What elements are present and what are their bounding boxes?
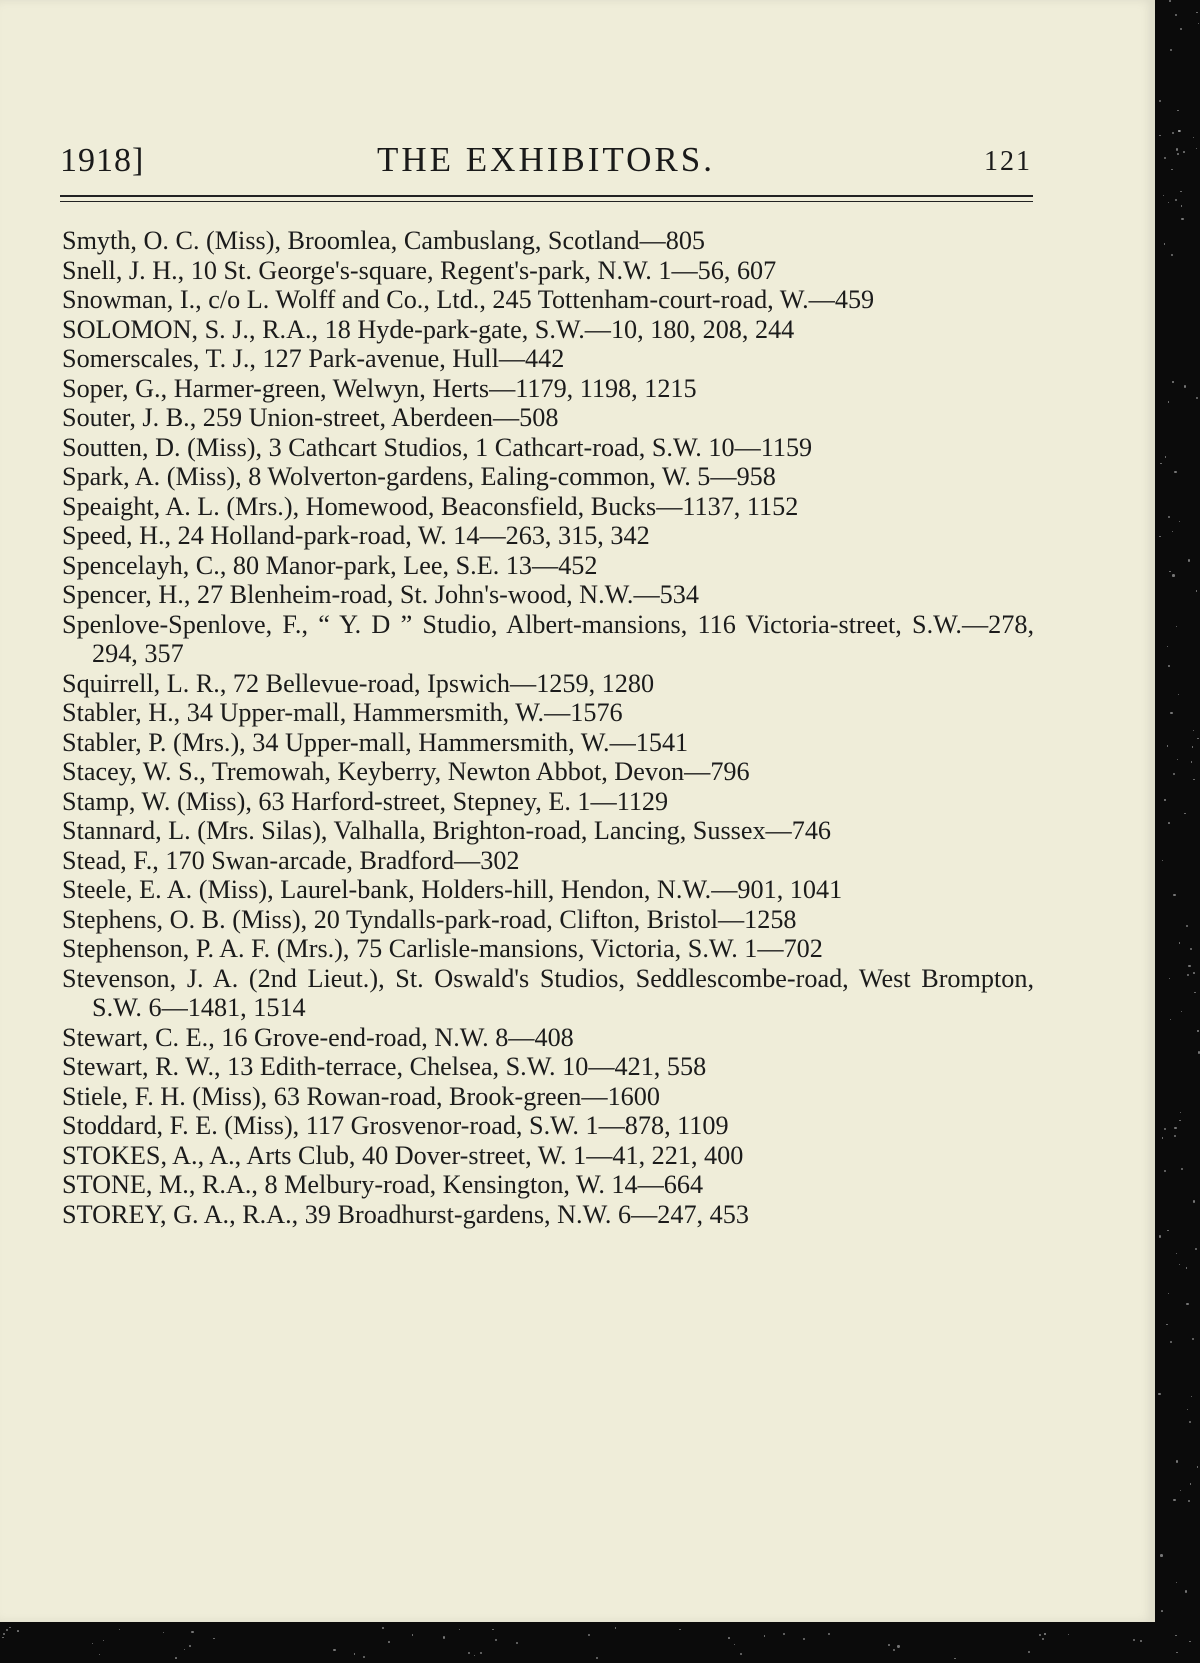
background-speck [1179, 942, 1180, 943]
background-speck [495, 1639, 497, 1641]
background-speck [1186, 1267, 1187, 1268]
list-item: Stamp, W. (Miss), 63 Harford-street, Stepney, E. 1—1129 [62, 786, 669, 816]
background-speck [1164, 1128, 1166, 1130]
list-item: STOKES, A., A., Arts Club, 40 Dover-street, W. 1—41, 221, 400 [62, 1140, 744, 1170]
background-speck [1178, 694, 1179, 695]
list-item: Stevenson, J. A. (2nd Lieut.), St. Oswald's Studios, Seddlescombe-road, West Brompton, S.W. 6—1481, 1514 [62, 963, 1034, 1022]
header-year: 1918] [60, 142, 145, 179]
list-item: Snell, J. H., 10 St. George's-square, Regent's-park, N.W. 1—56, 607 [62, 255, 777, 285]
list-item: Speaight, A. L. (Mrs.), Homewood, Beaconsfield, Bucks—1137, 1152 [62, 491, 799, 521]
background-speck [1176, 1652, 1177, 1653]
background-speck [1181, 1011, 1182, 1012]
list-item: Smyth, O. C. (Miss), Broomlea, Cambuslang, Scotland—805 [62, 226, 706, 255]
background-speck [1180, 191, 1181, 192]
list-item: Squirrell, L. R., 72 Bellevue-road, Ipswich—1259, 1280 [62, 668, 655, 698]
list-item: Spencelayh, C., 80 Manor-park, Lee, S.E. 13—452 [62, 550, 598, 580]
background-speck [1164, 1170, 1166, 1172]
background-speck [1044, 1633, 1045, 1634]
background-speck [175, 1657, 177, 1659]
background-speck [1165, 456, 1167, 458]
background-speck [1197, 1030, 1198, 1031]
background-speck [1193, 137, 1194, 138]
header-rule-thin [60, 201, 1033, 202]
background-speck [783, 1633, 785, 1635]
background-speck [1189, 1421, 1192, 1424]
background-speck [1172, 531, 1173, 532]
background-speck [516, 1642, 518, 1644]
background-speck [1158, 1393, 1161, 1396]
list-item: Soutten, D. (Miss), 3 Cathcart Studios, 1 Cathcart-road, S.W. 10—1159 [62, 432, 813, 462]
list-item: Stabler, H., 34 Upper-mall, Hammersmith, W.—1576 [62, 698, 623, 727]
background-speck [1183, 151, 1185, 153]
background-speck [1176, 148, 1179, 151]
background-speck [1193, 972, 1195, 974]
background-speck [1171, 169, 1173, 171]
list-item: Stephenson, P. A. F. (Mrs.), 75 Carlisle-mansions, Victoria, S.W. 1—702 [62, 934, 823, 963]
list-item: Stewart, R. W., 13 Edith-terrace, Chelsea, S.W. 10—421, 558 [62, 1052, 707, 1081]
background-speck [1171, 254, 1173, 256]
background-speck [1159, 536, 1161, 538]
background-speck [1174, 1135, 1176, 1137]
background-speck [1190, 948, 1192, 950]
background-speck [1172, 381, 1173, 382]
list-item: Spark, A. (Miss), 8 Wolverton-gardens, Ealing-common, W. 5—958 [62, 462, 776, 491]
background-speck [480, 1652, 482, 1654]
background-speck [1159, 135, 1160, 136]
list-item: STOREY, G. A., R.A., 39 Broadhurst-gardens, N.W. 6—247, 453 [62, 1199, 749, 1229]
header-rule-thick [60, 195, 1033, 197]
background-speck [1173, 1499, 1175, 1501]
background-speck [588, 1634, 590, 1636]
background-speck [954, 1658, 955, 1659]
background-speck [412, 1634, 413, 1635]
background-speck [615, 1627, 617, 1629]
background-speck [1170, 49, 1172, 51]
page-number: 121 [984, 146, 1032, 177]
background-speck [764, 1635, 766, 1637]
background-speck [492, 1629, 493, 1630]
background-speck [1181, 1168, 1183, 1170]
background-speck [92, 1643, 93, 1644]
list-item: Speed, H., 24 Holland-park-road, W. 14—263, 315, 342 [62, 521, 650, 550]
background-speck [9, 1627, 10, 1628]
background-speck [888, 1644, 890, 1646]
background-speck [163, 1632, 164, 1633]
background-speck [679, 1629, 680, 1630]
background-speck [1174, 471, 1176, 473]
list-item: Spenlove-Spenlove, F., “ Y. D ” Studio, Albert-mansions, 116 Victoria-street, S.W.—278, 294, 357 [62, 609, 1034, 668]
background-speck [1173, 894, 1175, 896]
background-speck [1170, 1019, 1171, 1020]
background-speck [1166, 1324, 1167, 1325]
background-speck [1179, 1264, 1181, 1266]
background-speck [734, 1644, 735, 1645]
background-speck [1197, 738, 1198, 739]
background-speck [443, 1636, 446, 1639]
background-speck [1180, 28, 1182, 30]
background-speck [1189, 1641, 1190, 1642]
background-speck [191, 1631, 193, 1633]
background-speck [1198, 23, 1199, 24]
background-speck [1193, 779, 1194, 780]
list-item: SOLOMON, S. J., R.A., 18 Hyde-park-gate, S.W.—10, 180, 208, 244 [62, 314, 795, 344]
list-item: Steele, E. A. (Miss), Laurel-bank, Holders-hill, Hendon, N.W.—901, 1041 [62, 875, 843, 904]
background-speck [99, 1654, 100, 1655]
list-item: Stannard, L. (Mrs. Silas), Valhalla, Brighton-road, Lancing, Sussex—746 [62, 816, 832, 845]
background-speck [803, 1638, 805, 1640]
background-speck [1188, 1500, 1190, 1502]
background-speck [6, 1629, 8, 1631]
background-speck [1197, 1466, 1199, 1468]
background-speck [1188, 559, 1190, 561]
background-speck [1168, 401, 1169, 402]
background-speck [3, 1633, 5, 1635]
background-speck [1168, 516, 1170, 518]
background-speck [1167, 1230, 1168, 1231]
background-speck [1042, 1638, 1044, 1640]
background-speck [103, 1640, 104, 1641]
background-speck [468, 1652, 470, 1654]
background-speck [1181, 205, 1183, 207]
background-speck [1169, 571, 1170, 572]
background-speck [1190, 1483, 1191, 1484]
list-item: Stacey, W. S., Tremowah, Keyberry, Newton Abbot, Devon—796 [62, 757, 750, 786]
background-speck [1180, 1112, 1181, 1113]
list-item: Stephens, O. B. (Miss), 20 Tyndalls-park-road, Clifton, Bristol—1258 [62, 904, 797, 934]
background-speck [474, 1655, 475, 1656]
background-speck [1169, 0, 1171, 2]
background-speck [363, 1656, 365, 1658]
background-speck [1196, 397, 1198, 399]
background-speck [1192, 746, 1194, 748]
background-speck [1176, 1253, 1177, 1254]
background-speck [1196, 12, 1198, 14]
background-speck [1162, 860, 1163, 861]
background-speck [1191, 1396, 1192, 1397]
background-speck [1177, 110, 1178, 111]
background-speck [1187, 974, 1190, 977]
background-speck [1168, 1293, 1169, 1294]
running-header [60, 138, 1032, 188]
background-speck [1172, 132, 1174, 134]
background-speck [1162, 1137, 1163, 1138]
background-speck [2, 1637, 4, 1639]
background-speck [1176, 626, 1177, 627]
list-item: Stoddard, F. E. (Miss), 117 Grosvenor-road, S.W. 1—878, 1109 [62, 1111, 729, 1140]
background-speck [1168, 665, 1170, 667]
background-speck [1177, 153, 1179, 155]
background-speck [1167, 745, 1168, 746]
background-speck [382, 1627, 384, 1629]
background-speck [728, 1637, 730, 1639]
background-speck [354, 1653, 356, 1655]
background-speck [1170, 1341, 1172, 1343]
background-speck [1181, 218, 1183, 220]
background-speck [1191, 761, 1193, 763]
background-speck [1167, 646, 1168, 647]
background-speck [1164, 157, 1166, 159]
background-speck [388, 1641, 390, 1643]
background-speck [1068, 1634, 1069, 1635]
background-speck [17, 1630, 19, 1632]
list-item: Stabler, P. (Mrs.), 34 Upper-mall, Hammersmith, W.—1541 [62, 727, 689, 757]
background-speck [828, 1633, 830, 1635]
page-title: THE EXHIBITORS. [377, 140, 715, 179]
background-speck [1173, 773, 1176, 776]
background-speck [1175, 199, 1177, 201]
background-speck [1133, 1639, 1136, 1642]
background-speck [1169, 978, 1170, 979]
background-speck [1172, 574, 1175, 577]
background-speck [1186, 925, 1188, 927]
background-speck [1159, 100, 1161, 102]
background-speck [1176, 1460, 1178, 1462]
list-item: Somerscales, T. J., 127 Park-avenue, Hull—442 [62, 344, 565, 373]
background-speck [1193, 1200, 1195, 1202]
background-speck [1186, 1303, 1188, 1305]
background-speck [1175, 1635, 1176, 1636]
exhibitor-list [62, 226, 1034, 1229]
background-speck [1176, 1582, 1177, 1583]
background-speck [1184, 813, 1185, 814]
list-item: Spencer, H., 27 Blenheim-road, St. John's-wood, N.W.—534 [62, 580, 699, 609]
background-speck [1196, 590, 1198, 592]
background-speck [1179, 1120, 1180, 1121]
background-speck [1193, 730, 1194, 731]
background-speck [1168, 822, 1170, 824]
list-item: Stiele, F. H. (Miss), 63 Rowan-road, Brook-green—1600 [62, 1081, 660, 1111]
background-speck [897, 1645, 899, 1647]
list-item: Soper, G., Harmer-green, Welwyn, Herts—1179, 1198, 1215 [62, 373, 697, 403]
background-speck [1168, 202, 1170, 204]
background-speck [1179, 521, 1180, 522]
background-speck [1028, 1651, 1030, 1653]
list-item: Souter, J. B., 259 Union-street, Aberdeen—508 [62, 403, 559, 432]
background-speck [1174, 1127, 1176, 1129]
background-speck [1160, 463, 1162, 465]
background-speck [1194, 992, 1196, 994]
background-speck [1164, 243, 1166, 245]
background-speck [893, 1649, 895, 1651]
list-item: Stead, F., 170 Swan-arcade, Bradford—302 [62, 845, 520, 875]
background-speck [1140, 1640, 1142, 1642]
background-speck [1175, 14, 1177, 16]
background-speck [1161, 1610, 1163, 1612]
list-item: Stewart, C. E., 16 Grove-end-road, N.W. 8—408 [62, 1022, 574, 1052]
background-speck [1192, 1338, 1194, 1340]
background-speck [1180, 1490, 1181, 1491]
background-speck [596, 1657, 598, 1659]
background-speck [1039, 1634, 1041, 1636]
background-speck [1196, 148, 1198, 150]
background-speck [1170, 712, 1172, 714]
background-speck [213, 1638, 215, 1640]
background-speck [459, 1629, 460, 1630]
background-speck [1185, 1590, 1187, 1592]
background-speck [1177, 759, 1178, 760]
background-speck [1159, 1235, 1161, 1237]
background-speck [1188, 965, 1190, 967]
background-speck [189, 1645, 191, 1647]
list-item: STONE, M., R.A., 8 Melbury-road, Kensington, W. 14—664 [62, 1170, 704, 1199]
background-speck [184, 1649, 185, 1650]
background-speck [1184, 385, 1186, 387]
background-speck [333, 1649, 335, 1651]
background-speck [1163, 195, 1164, 196]
background-speck [119, 1629, 120, 1630]
background-speck [1187, 1409, 1188, 1410]
background-speck [1195, 1248, 1197, 1250]
background-speck [1160, 1554, 1163, 1557]
background-speck [740, 1653, 742, 1655]
background-speck [1164, 799, 1165, 800]
list-item: Snowman, I., c/o L. Wolff and Co., Ltd., 245 Tottenham-court-road, W.—459 [62, 285, 875, 314]
